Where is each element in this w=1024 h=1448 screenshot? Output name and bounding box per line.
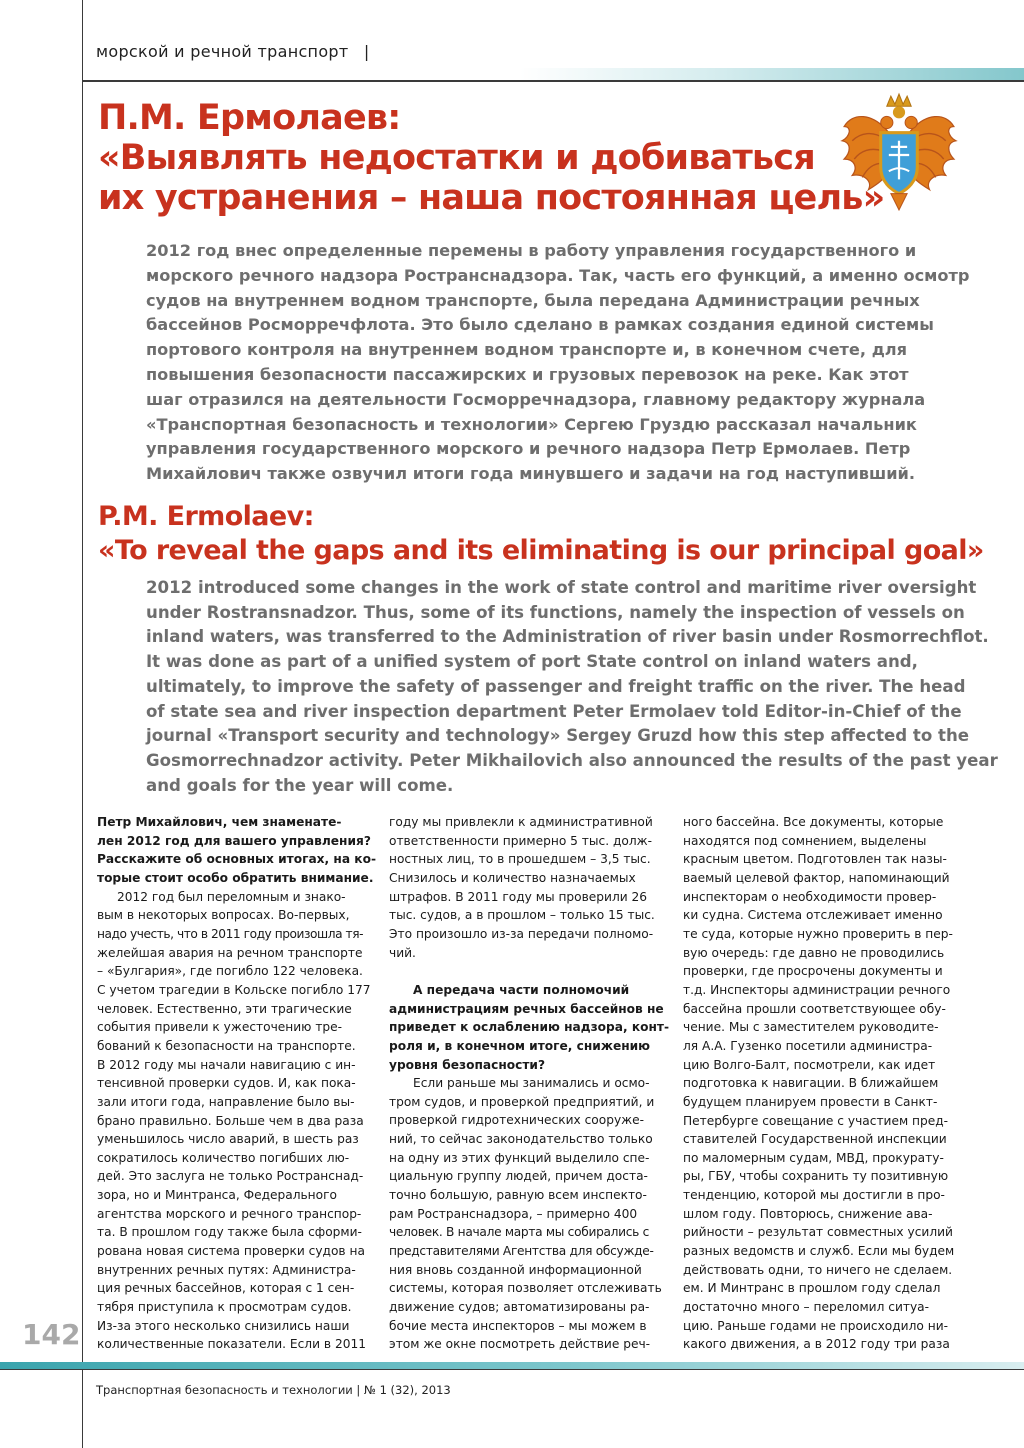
body-line: внутренних речных путях: Администра- bbox=[97, 1262, 356, 1277]
body-line: вую очередь: где давно не проводились bbox=[683, 945, 945, 960]
body-line: тыс. судов, а в прошлом – только 15 тыс. bbox=[389, 908, 655, 923]
body-line: ответственности примерно 5 тыс. долж- bbox=[389, 833, 653, 848]
body-line: на одну из этих функций выделило спе- bbox=[389, 1150, 650, 1165]
interview-question-line: А передача части полномочий bbox=[413, 982, 630, 997]
body-line: ция речных бассейнов, которая с 1 сен- bbox=[97, 1281, 355, 1296]
title-ru-line: «Выявлять недостатки и добиваться bbox=[98, 138, 815, 178]
body-line: количественные показатели. Если в 2011 bbox=[97, 1337, 366, 1352]
paragraph-gap bbox=[389, 962, 657, 981]
body-line: ния вновь созданной информационной bbox=[389, 1262, 642, 1277]
body-line: системы, которая позволяет отслеживать bbox=[389, 1281, 662, 1296]
body-line: году мы привлекли к административной bbox=[389, 815, 653, 829]
body-line: ного бассейна. Все документы, которые bbox=[683, 815, 944, 829]
lead-ru-line: 2012 год внес определенные перемены в работу управления государственного и bbox=[146, 241, 917, 260]
body-line: вым в некоторых вопросах. Во-первых, bbox=[97, 908, 350, 923]
body-line: тенденцию, которой мы достигли в про- bbox=[683, 1188, 945, 1203]
body-line: инспекторам о необходимости провер- bbox=[683, 889, 937, 904]
body-line: события привели к ужесточению тре- bbox=[97, 1020, 343, 1035]
body-line: Если раньше мы занимались и осмо- bbox=[413, 1076, 650, 1091]
article-title-ru bbox=[98, 98, 898, 218]
body-line: сократилось количество погибших лю- bbox=[97, 1150, 350, 1165]
lead-en-line: and goals for the year will come. bbox=[146, 775, 454, 795]
lead-en-line: of state sea and river inspection department Peter Ermolaev told Editor-in-Chief of the bbox=[146, 701, 962, 721]
body-line: по маломерным судам, МВД, прокурату- bbox=[683, 1150, 944, 1165]
body-line: рована новая система проверки судов на bbox=[97, 1244, 365, 1259]
body-line: та. В прошлом году также была сформи- bbox=[97, 1225, 362, 1240]
body-column-2 bbox=[389, 813, 670, 1354]
body-line: чение. Мы с заместителем руководите- bbox=[683, 1020, 939, 1035]
page-number: 142 bbox=[22, 1318, 81, 1351]
body-line: цию Волго-Балт, посмотрели, как идет bbox=[683, 1057, 936, 1072]
body-line: зора, но и Минтранса, Федерального bbox=[97, 1188, 337, 1203]
body-line: т.д. Инспекторы администрации речного bbox=[683, 982, 951, 997]
interview-question-line: Петр Михайлович, чем знаменате- bbox=[97, 815, 342, 829]
footer-rule bbox=[0, 1369, 1024, 1370]
body-column-3 bbox=[683, 813, 955, 1354]
lead-en-line: inland waters, was transferred to the Administration of river basin under Rosmorrechflot. bbox=[146, 627, 989, 647]
lead-ru-line: морского речного надзора Ространснадзора. Так, часть его функций, а именно осмотр bbox=[146, 265, 970, 285]
body-line: С учетом трагедии в Кольске погибло 177 bbox=[97, 982, 371, 997]
lead-ru-line: шаг отразился на деятельности Госморречнадзора, главному редактору журнала bbox=[146, 389, 926, 409]
body-line: точно большую, равную всем инспекто- bbox=[389, 1188, 647, 1203]
body-line: человек. Естественно, эти трагические bbox=[97, 1001, 352, 1016]
body-line: проверкой гидротехнических сооруже- bbox=[389, 1113, 645, 1128]
body-line: находятся под сомнением, выделены bbox=[683, 833, 927, 848]
body-line: чий. bbox=[389, 945, 416, 960]
title-en-line: P.M. Ermolaev: bbox=[98, 501, 314, 532]
body-line: Петербурге совещание с участием пред- bbox=[683, 1113, 949, 1128]
body-line: – «Булгария», где погибло 122 человека. bbox=[97, 964, 363, 979]
body-line: разных ведомств и служб. Если мы будем bbox=[683, 1244, 955, 1259]
body-line: будущем планируем провести в Санкт- bbox=[683, 1094, 938, 1109]
lead-ru-line: управления государственного морского и речного надзора Петр Ермолаев. Петр bbox=[146, 439, 911, 459]
body-line: рийности – результат совместных усилий bbox=[683, 1225, 953, 1240]
body-line: ностных лиц, то в прошедшем – 3,5 тыс. bbox=[389, 852, 651, 867]
body-line: 2012 год был переломным и знако- bbox=[117, 889, 346, 904]
section-name: морской и речной транспорт bbox=[96, 42, 349, 61]
body-line: проверки, где просрочены документы и bbox=[683, 964, 943, 979]
body-line: человек. В начале марта мы собирались с bbox=[389, 1225, 650, 1240]
body-line: красным цветом. Подготовлен так назы- bbox=[683, 852, 947, 867]
article-title-en bbox=[98, 500, 998, 568]
lead-paragraph-ru bbox=[146, 239, 970, 487]
body-line: ставителей Государственной инспекции bbox=[683, 1132, 947, 1147]
body-line: движение судов; автоматизированы ра- bbox=[389, 1300, 650, 1315]
section-label bbox=[96, 42, 370, 61]
body-column-1 bbox=[97, 813, 377, 1354]
body-line: бассейна прошли соответствующее обу- bbox=[683, 1001, 946, 1016]
lead-ru-line: Михайлович также озвучил итоги года минувшего и задачи на год наступивший. bbox=[146, 464, 916, 484]
body-line: уменьшилось число аварий, в шесть раз bbox=[97, 1132, 359, 1147]
body-line: достаточно много – переломил ситуа- bbox=[683, 1300, 930, 1315]
body-line: бочие места инспекторов – мы можем в bbox=[389, 1318, 647, 1333]
lead-en-line: under Rostransnadzor. Thus, some of its functions, namely the inspection of vessels on bbox=[146, 602, 965, 622]
lead-paragraph-en bbox=[146, 576, 998, 798]
body-line: подготовка к навигации. В ближайшем bbox=[683, 1076, 939, 1091]
body-line: цию. Раньше годами не происходило ни- bbox=[683, 1318, 949, 1333]
body-line: тром судов, и проверкой предприятий, и bbox=[389, 1094, 655, 1109]
body-line: действовать одни, то ничего не сделаем. bbox=[683, 1262, 953, 1277]
body-line: Это произошло из-за передачи полномо- bbox=[389, 926, 654, 941]
body-line: ки судна. Система отслеживает именно bbox=[683, 908, 943, 923]
body-line: желейшая авария на речном транспорте bbox=[97, 945, 363, 960]
lead-en-line: 2012 introduced some changes in the work of state control and maritime river oversight bbox=[146, 578, 977, 597]
lead-en-line: journal «Transport security and technology» Sergey Gruzd how this step affected to the bbox=[146, 726, 970, 746]
body-line: ля А.А. Гузенко посетили администра- bbox=[683, 1038, 933, 1053]
body-line: рам Ространснадзора, – примерно 400 bbox=[389, 1206, 638, 1221]
body-line: шлом году. Повторюсь, снижение ава- bbox=[683, 1206, 933, 1221]
lead-ru-line: повышения безопасности пассажирских и грузовых перевозок на реке. Как этот bbox=[146, 364, 909, 384]
lead-ru-line: бассейнов Росморречфлота. Это было сделано в рамках создания единой системы bbox=[146, 315, 934, 335]
body-line: тября приступила к просмотрам судов. bbox=[97, 1300, 352, 1315]
header-rule bbox=[82, 80, 1024, 82]
body-line: брано правильно. Больше чем в два раза bbox=[97, 1113, 364, 1128]
interview-question-line: торые стоит особо обратить внимание. bbox=[97, 870, 374, 885]
lead-ru-line: «Транспортная безопасность и технологии» Сергею Груздю рассказал начальник bbox=[146, 414, 917, 434]
body-line: ний, то сейчас законодательство только bbox=[389, 1132, 653, 1147]
body-line: представителями Агентства для обсужде- bbox=[389, 1244, 654, 1259]
title-en-line: «To reveal the gaps and its eliminating is our principal goal» bbox=[98, 535, 984, 566]
margin-rule bbox=[82, 0, 83, 1448]
body-line: те суда, которые нужно проверить в пер- bbox=[683, 926, 953, 941]
body-line: тенсивной проверки судов. И, как пока- bbox=[97, 1076, 356, 1091]
body-line: зали итоги года, направление было вы- bbox=[97, 1094, 355, 1109]
interview-question-line: роля и, в конечном итоге, снижению bbox=[389, 1038, 651, 1053]
body-line: ваемый целевой фактор, напоминающий bbox=[683, 870, 950, 885]
body-line: циальную группу людей, причем доста- bbox=[389, 1169, 648, 1184]
body-line: какого движения, а в 2012 году три раза bbox=[683, 1337, 950, 1352]
interview-question-line: Расскажите об основных итогах, на ко- bbox=[97, 852, 377, 867]
rostransnadzor-emblem-icon bbox=[838, 92, 960, 214]
footer-journal-info: Транспортная безопасность и технологии | № 1 (32), 2013 bbox=[96, 1383, 451, 1397]
body-line: бований к безопасности на транспорте. bbox=[97, 1038, 356, 1053]
body-line: штрафов. В 2011 году мы проверили 26 bbox=[389, 889, 648, 904]
lead-en-line: Gosmorrechnadzor activity. Peter Mikhailovich also announced the results of the past year bbox=[146, 750, 998, 770]
body-line: надо учесть, что в 2011 году произошла тя- bbox=[97, 926, 364, 941]
interview-question-line: лен 2012 год для вашего управления? bbox=[97, 833, 371, 848]
footer-accent-bar bbox=[0, 1362, 1024, 1369]
interview-question-line: уровня безопасности? bbox=[389, 1057, 546, 1072]
interview-question-line: администрациям речных бассейнов не bbox=[389, 1001, 664, 1016]
lead-ru-line: портового контроля на внутреннем водном транспорте и, в конечном счете, для bbox=[146, 340, 908, 360]
body-line: Из-за этого несколько снизились наши bbox=[97, 1318, 350, 1333]
body-line: ры, ГБУ, чтобы сохранить ту позитивную bbox=[683, 1169, 949, 1184]
title-ru-line: П.М. Ермолаев: bbox=[98, 98, 401, 138]
body-line: агентства морского и речного транспор- bbox=[97, 1206, 362, 1221]
body-line: В 2012 году мы начали навигацию с ин- bbox=[97, 1057, 356, 1072]
body-line: Снизилось и количество назначаемых bbox=[389, 870, 636, 885]
lead-en-line: It was done as part of a unified system of port State control on inland waters and, bbox=[146, 652, 918, 672]
body-line: этом же окне посмотреть действие реч- bbox=[389, 1337, 651, 1352]
section-separator: | bbox=[363, 42, 370, 61]
body-line: ем. И Минтранс в прошлом году сделал bbox=[683, 1281, 941, 1296]
body-line: дей. Это заслуга не только Ространснад- bbox=[97, 1169, 364, 1184]
interview-question-line: приведет к ослаблению надзора, конт- bbox=[389, 1020, 670, 1035]
lead-en-line: ultimately, to improve the safety of passenger and freight traffic on the river. The head bbox=[146, 676, 966, 696]
title-ru-line: их устранения – наша постоянная цель» bbox=[98, 178, 885, 218]
lead-ru-line: судов на внутреннем водном транспорте, была передана Администрации речных bbox=[146, 290, 920, 310]
